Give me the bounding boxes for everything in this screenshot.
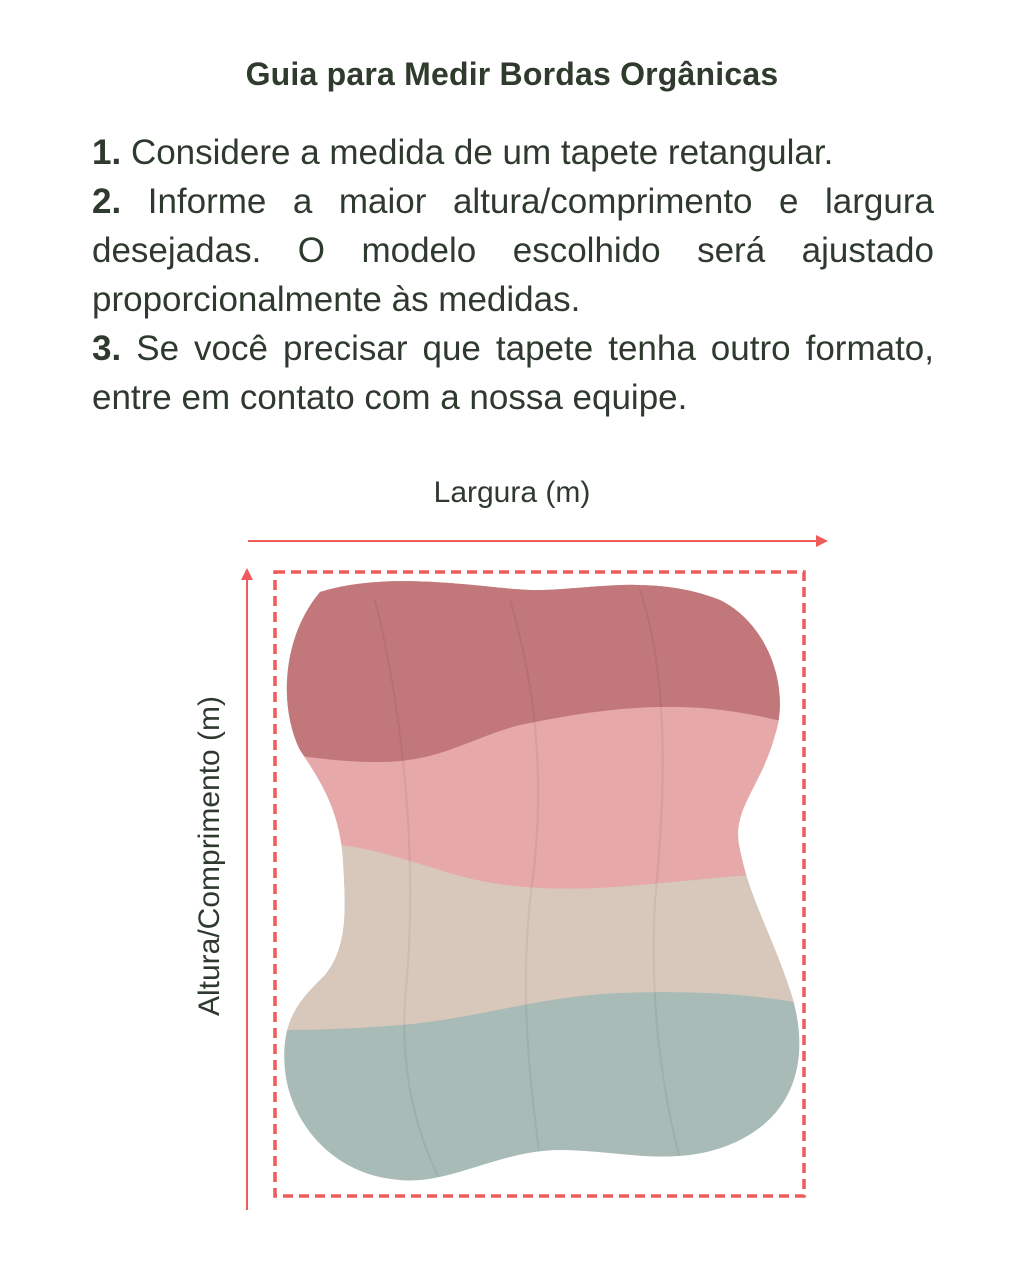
width-arrow-head bbox=[816, 535, 828, 547]
height-label: Altura/Comprimento (m) bbox=[193, 695, 226, 1017]
height-arrow-head bbox=[241, 568, 253, 580]
step-3-number: 3. bbox=[92, 329, 122, 368]
width-label: Largura (m) bbox=[433, 476, 591, 509]
step-1-text: Considere a medida de um tapete retangular. bbox=[130, 133, 834, 172]
page-title: Guia para Medir Bordas Orgânicas bbox=[245, 56, 779, 92]
step-2-number: 2. bbox=[92, 182, 122, 221]
step-3-text: Se você precisar que tapete tenha outro formato, entre em contato com a nossa equipe. bbox=[92, 329, 934, 417]
organic-rug bbox=[270, 560, 810, 1200]
step-2-text: Informe a maior altura/comprimento e largura desejadas. O modelo escolhido será ajustado proporcionalmente às medidas. bbox=[92, 182, 934, 319]
step-1-number: 1. bbox=[92, 133, 122, 172]
